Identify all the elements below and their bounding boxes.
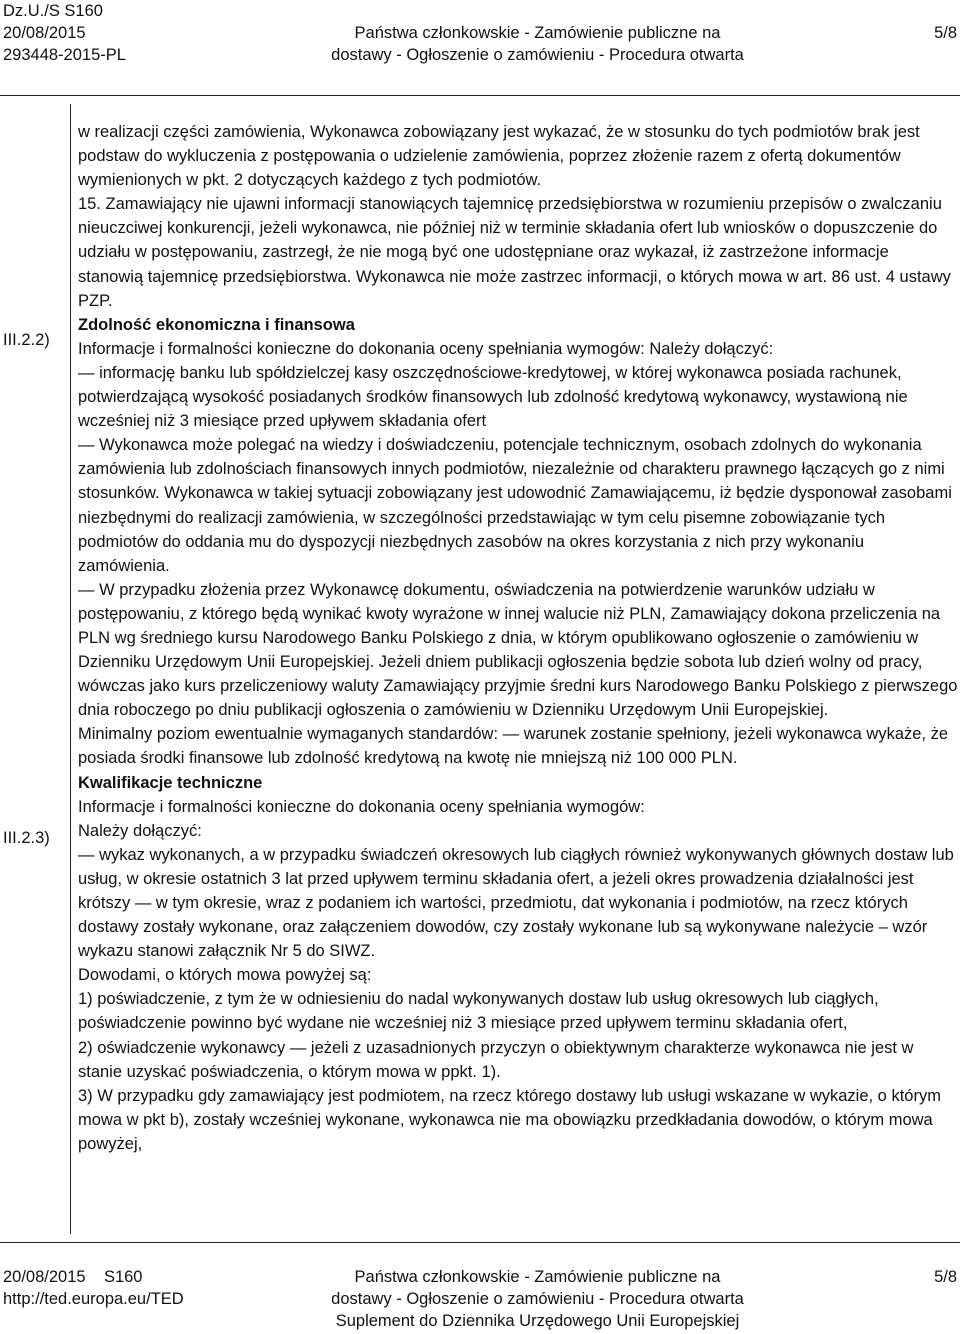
header-title <box>300 22 775 66</box>
section-heading: Kwalifikacje techniczne <box>78 773 263 792</box>
header-title-line2: dostawy - Ogłoszenie o zamówieniu - Procedura otwarta <box>331 46 744 64</box>
header-divider <box>0 95 960 96</box>
paragraph: — Wykonawca może polegać na wiedzy i doświadczeniu, potencjale technicznym, osobach zdolnych do wykonania zamówienia lub zdolnościach finansowych innych podmiotów, niezależnie od charakteru prawnego łączących go z nimi stosunków. Wykonawca w takiej sytuacji zobowiązany jest udowodnić Zamawiającemu, iż będzie dysponował zasobami niezbędnymi do realizacji zamówienia, w szczególności przedstawiając w tym celu pisemne zobowiązanie tych podmiotów do oddania mu do dyspozycji niezbędnych zasobów na okres korzystania z nich przy wykonaniu zamówienia. <box>78 436 952 575</box>
header-page-number: 5/8 <box>934 24 957 42</box>
paragraph: Dowodami, o których mowa powyżej są: <box>78 966 372 985</box>
paragraph: — wykaz wykonanych, a w przypadku świadczeń okresowych lub ciągłych również wykonywanych głównych dostaw lub usług, w okresie ostatnich 3 lat przed upływem terminu składania ofert, a jeżeli okres prowadzenia działalności jest krótszy — w tym okresie, wraz z podaniem ich wartości, przedmiotu, dat wykonania i podmiotów, na rzecz których dostawy zostały wykonane, oraz załączeniem dowodów, czy zostały wykonane lub są wykonywane należycie – wzór wykazu stanowi załącznik Nr 5 do SIWZ. <box>78 845 954 961</box>
paragraph: Należy dołączyć: <box>78 821 202 840</box>
header-left <box>3 0 126 66</box>
footer-title-line2: dostawy - Ogłoszenie o zamówieniu - Procedura otwarta <box>331 1290 744 1308</box>
paragraph: Minimalny poziom ewentualnie wymaganych standardów: — warunek zostanie spełniony, jeżeli wykonawca wykaże, że posiada środki finansowe lub zdolność kredytową na kwotę nie mniejszą niż 100 000 PLN. <box>78 725 949 768</box>
footer-title-line3: Suplement do Dziennika Urzędowego Unii Europejskiej <box>335 1312 740 1330</box>
doc-ref: Dz.U./S S160 <box>3 2 103 20</box>
paragraph: 3) W przypadku gdy zamawiający jest podmiotem, na rzecz którego dostawy lub usługi wskazane w wykazie, o którym mowa w pkt b), zostały wcześniej wykonane, wykonawca nie ma obowiązku przedkładania dowodów, o którym mowa powyżej, <box>78 1086 941 1153</box>
paragraph: Informacje i formalności konieczne do dokonania oceny spełniania wymogów: <box>78 797 645 816</box>
paragraph: w realizacji części zamówienia, Wykonawca zobowiązany jest wykazać, że w stosunku do tych podmiotów brak jest podstaw do wykluczenia z postępowania o udzielenie zamówienia, poprzez złożenie razem z ofertą dokumentów wymienionych w pkt. 2 dotyczących każdego z tych podmiotów. <box>78 123 920 190</box>
footer-series: S160 <box>103 1268 143 1286</box>
notice-id: 293448-2015-PL <box>3 46 126 64</box>
footer-divider <box>0 1242 960 1243</box>
section-number-iii-2-3: III.2.3) <box>3 829 50 847</box>
paragraph: 15. Zamawiający nie ujawni informacji stanowiących tajemnicę przedsiębiorstwa w rozumieniu przepisów o zwalczaniu nieuczciwej konkurencji, jeżeli wykonawca, nie później niż w terminie składania ofert lub wniosków o dopuszczenie do udziału w postępowaniu, zastrzegł, że nie mogą być one udostępniane oraz wykazał, iż zastrzeżone informacje stanowią tajemnicę przedsiębiorstwa. Wykonawca nie może zastrzec informacji, o których mowa w art. 86 ust. 4 ustawy PZP. <box>78 195 951 310</box>
paragraph: 1) poświadczenie, z tym że w odniesieniu do nadal wykonywanych dostaw lub usług okresowych lub ciągłych, poświadczenie powinno być wydane nie wcześniej niż 3 miesiące przed upływem terminu składania ofert, <box>78 990 879 1033</box>
footer-url[interactable]: http://ted.europa.eu/TED <box>3 1290 184 1308</box>
section-divider <box>70 104 71 1234</box>
paragraph: Informacje i formalności konieczne do dokonania oceny spełniania wymogów: Należy dołączyć: <box>78 339 774 358</box>
header-title-line1: Państwa członkowskie - Zamówienie publiczne na <box>354 24 721 42</box>
footer-left <box>3 1266 184 1310</box>
section-heading: Zdolność ekonomiczna i finansowa <box>78 315 355 334</box>
document-body <box>78 120 958 1156</box>
paragraph: — informację banku lub spółdzielczej kasy oszczędnościowe-kredytowej, w której wykonawca posiada rachunek, potwierdzającą wysokość posiadanych środków finansowych lub zdolność kredytową wykonawcy, wystawioną nie wcześniej niż 3 miesiące przed upływem składania ofert <box>78 363 908 431</box>
paragraph: — W przypadku złożenia przez Wykonawcę dokumentu, oświadczenia na potwierdzenie warunków udziału w postępowaniu, z którego będą wynikać kwoty wyrażone w innej walucie niż PLN, Zamawiający dokona przeliczenia na PLN wg średniego kursu Narodowego Banku Polskiego z dnia, w którym opublikowano ogłoszenie o zamówieniu w Dzienniku Urzędowym Unii Europejskiej. Jeżeli dniem publikacji ogłoszenia będzie sobota lub dzień wolny od pracy, wówczas jako kurs przeliczeniowy waluty Zamawiający przyjmie średni kurs Narodowego Banku Polskiego z pierwszego dnia roboczego po dniu publikacji ogłoszenia o zamówieniu w Dzienniku Urzędowym Unii Europejskiej. <box>78 580 958 720</box>
paragraph: 2) oświadczenie wykonawcy — jeżeli z uzasadnionych przyczyn o obiektywnym charakterze wykonawca nie jest w stanie uzyskać poświadczenia, o którym mowa w ppkt. 1). <box>78 1038 914 1081</box>
footer-page-number: 5/8 <box>934 1268 957 1286</box>
footer-title-line1: Państwa członkowskie - Zamówienie publiczne na <box>354 1268 721 1286</box>
header-date: 20/08/2015 <box>3 24 86 42</box>
footer-date: 20/08/2015 <box>3 1268 86 1286</box>
footer-title <box>300 1266 775 1332</box>
section-number-iii-2-2: III.2.2) <box>3 331 50 349</box>
